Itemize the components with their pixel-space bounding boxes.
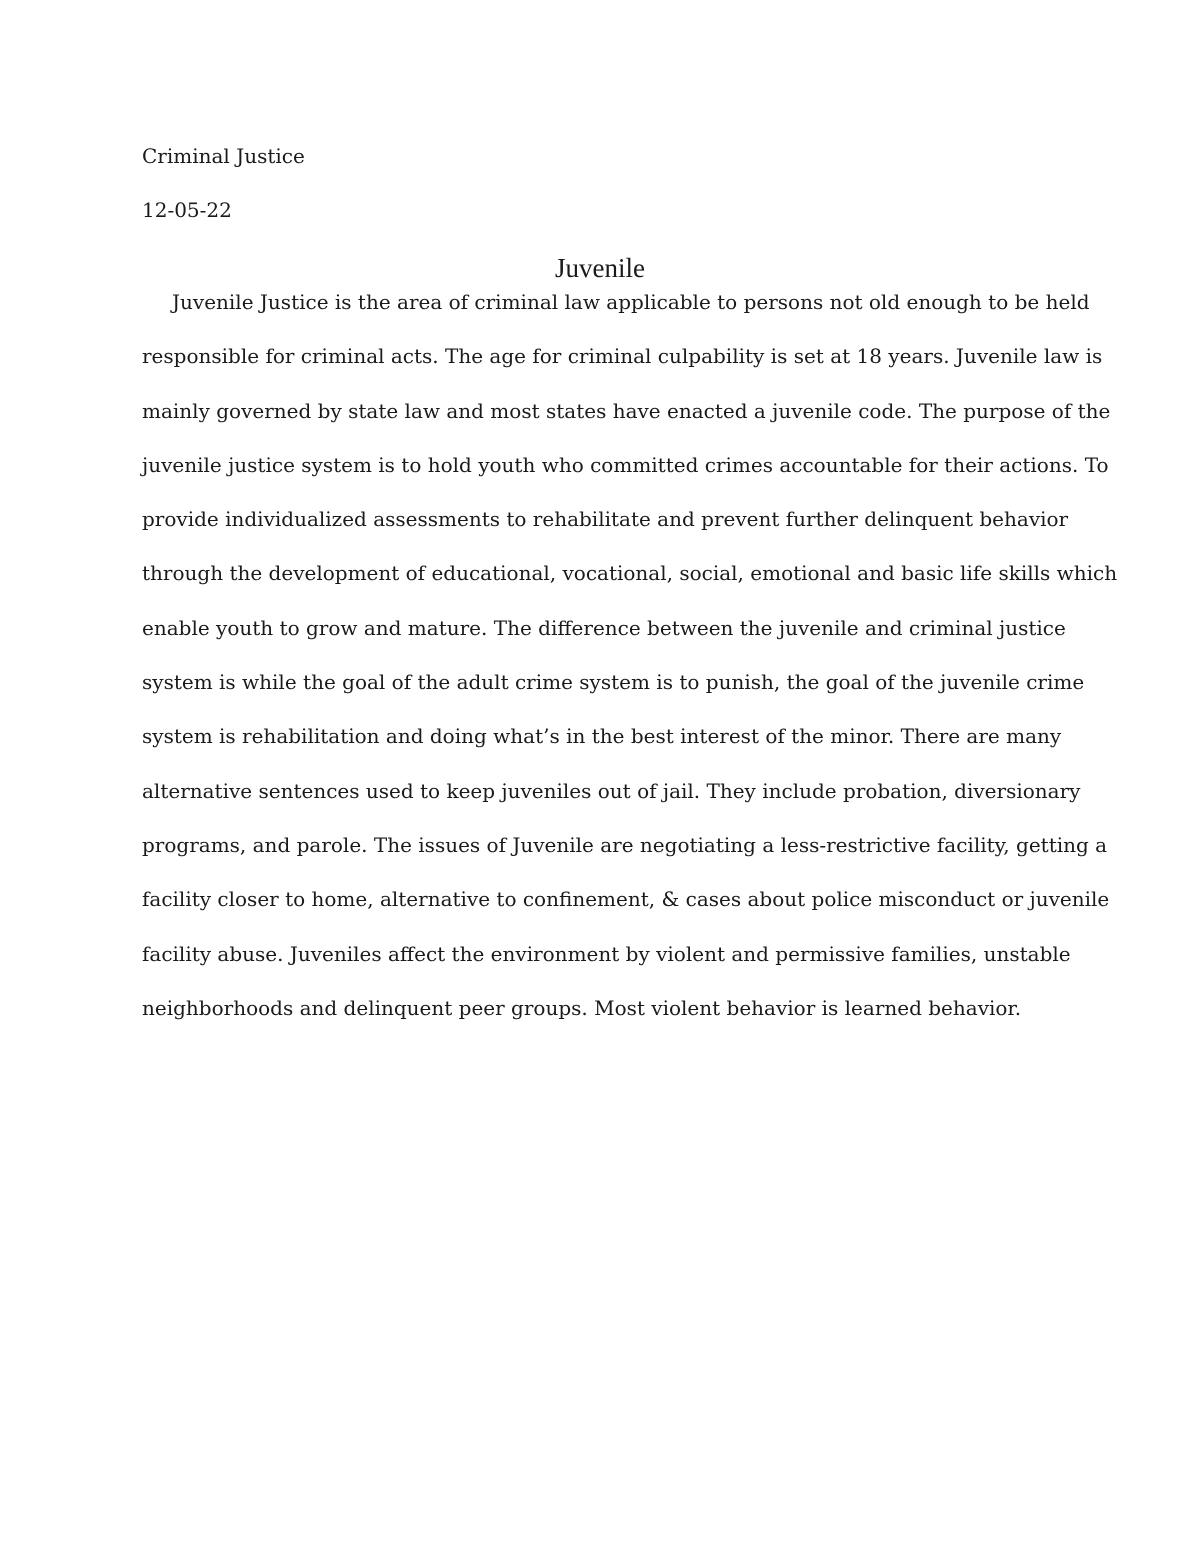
document-title: Juvenile: [555, 253, 645, 283]
course-name: Criminal Justice: [142, 144, 305, 168]
paragraph-line: responsible for criminal acts. The age for criminal culpability is set at 18 years. Juvenile law is: [142, 344, 1103, 369]
paragraph-line: Juvenile Justice is the area of criminal law applicable to persons not old enough to be held: [172, 290, 1090, 314]
paragraph-line: programs, and parole. The issues of Juvenile are negotiating a less-restrictive facility, getting a: [142, 832, 1108, 857]
paragraph-line: system is rehabilitation and doing what’s in the best interest of the minor. There are many: [142, 724, 1062, 749]
paragraph-line: neighborhoods and delinquent peer groups. Most violent behavior is learned behavior.: [142, 995, 1022, 1020]
paragraph-line: mainly governed by state law and most states have enacted a juvenile code. The purpose of the: [142, 398, 1111, 423]
paragraph-line: provide individualized assessments to rehabilitate and prevent further delinquent behavior: [142, 507, 1069, 532]
document-date: 12-05-22: [142, 198, 232, 222]
paragraph-line: enable youth to grow and mature. The difference between the juvenile and criminal justice: [142, 615, 1066, 640]
paragraph-line: alternative sentences used to keep juveniles out of jail. They include probation, diversionary: [142, 778, 1081, 803]
paragraph-line: system is while the goal of the adult crime system is to punish, the goal of the juvenile crime: [142, 670, 1085, 695]
body-paragraph: [142, 287, 1118, 1047]
paragraph-line: through the development of educational, vocational, social, emotional and basic life skills which: [142, 561, 1118, 586]
paragraph-line: facility closer to home, alternative to confinement, & cases about police misconduct or juvenile: [142, 887, 1110, 912]
paragraph-line: facility abuse. Juveniles affect the environment by violent and permissive families, unstable: [142, 941, 1071, 966]
paragraph-line: juvenile justice system is to hold youth who committed crimes accountable for their actions. To: [142, 452, 1109, 477]
